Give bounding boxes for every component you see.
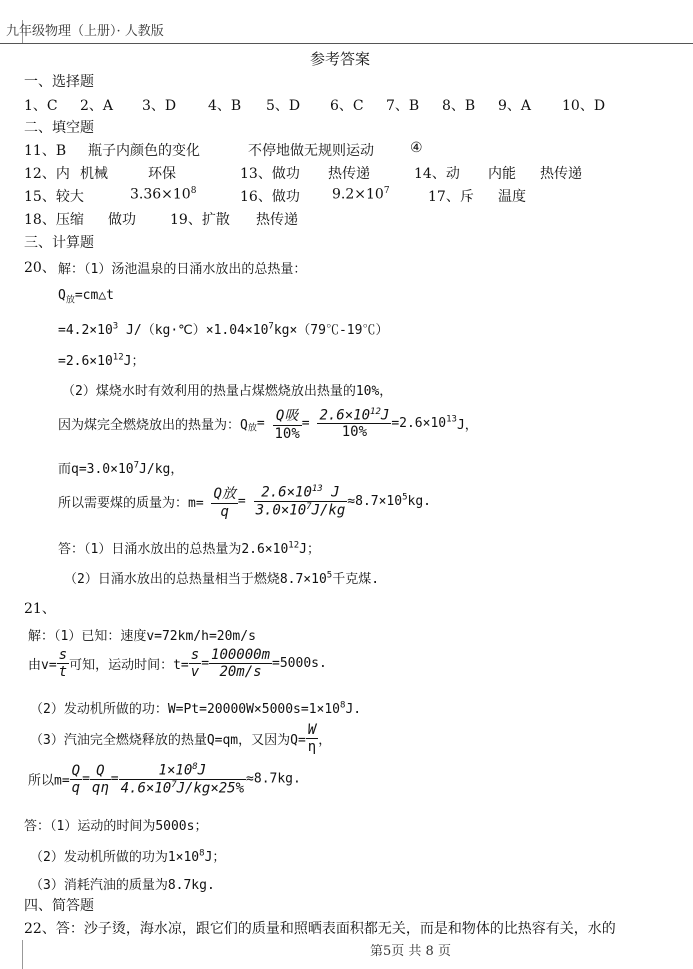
- fill-answer: 16、做功: [240, 189, 300, 205]
- section2-heading: 二、填空题: [24, 120, 94, 136]
- choice-answer: 1、C: [24, 98, 58, 114]
- q20-line: $=4.2\times 10^3$ $J/(kg\cdot℃)\times 1.04\times 10^7kg\times(79℃-19℃)$: [58, 321, 389, 338]
- fill-answer: 温度: [498, 189, 526, 205]
- q20-number: 20、: [24, 260, 56, 276]
- q20-formula: 所以需要煤的质量为：m= $\frac{\text{Q放}}{q}$ = $\frac{2.6\times 10^{13} J}{3.0\times 10^7J/kg}$ $\approx 8.7\times 10^5kg$.: [58, 484, 431, 520]
- fraction: $\frac{\text{Q吸}}{10\%}$: [273, 405, 302, 442]
- choice-answer: 4、B: [208, 98, 242, 114]
- fraction: $\frac{1\times 10^8J}{4.6\times 10^7J/kg\times 25\%}$: [120, 762, 245, 797]
- fraction: $\frac{2.6\times 10^{12}J}{10\%}$: [319, 406, 390, 441]
- fraction: $\frac{s}{v}$: [190, 647, 200, 680]
- choice-answer: 8、B: [442, 98, 476, 114]
- q21-line: （3）消耗汽油的质量为8.7kg.: [30, 878, 215, 893]
- fill-answer: 18、压缩: [24, 212, 84, 228]
- fill-answer: $3.36\times 10^8$: [130, 186, 197, 203]
- q20-line: $=2.6\times 10^{12}J$；: [58, 352, 145, 369]
- q21-formula: 所以m= $\frac{Q}{q}$ = $\frac{Q}{q\eta}$ = $\frac{1\times 10^8J}{4.6\times 10^7J/kg\times 25\%}$ ≈8.7kg.: [28, 762, 301, 797]
- q20-line: （2）日涌水放出的总热量相当于燃烧$8.7\times 10^5$千克煤.: [64, 570, 380, 587]
- q21-line: 答：（1）运动的时间为5000s；: [24, 819, 208, 834]
- q22-answer: 22、答：沙子烫，海水凉，跟它们的质量和照晒表面积都无关，而是和物体的比热容有关，水的: [24, 921, 616, 937]
- q21-line: （2）发动机所做的功为$1\times 10^8J$；: [30, 848, 226, 865]
- fill-answer: 不停地做无规则运动: [248, 143, 374, 159]
- fill-answer: 14、动: [414, 166, 460, 182]
- fill-answer: 11、B: [24, 143, 67, 159]
- fraction: $\frac{Q}{q\eta}$: [91, 762, 109, 796]
- section4-heading: 四、简答题: [24, 898, 94, 914]
- fraction: $\frac{s}{t}$: [58, 647, 68, 680]
- choice-answer: 9、A: [498, 98, 532, 114]
- q20-formula: 因为煤完全燃烧放出的热量为：$Q_放=$ $\frac{\text{Q吸}}{10\%}$ = $\frac{2.6\times 10^{12}J}{10\%}$ $=2.6\times 10^{13}J$，: [58, 406, 478, 442]
- fill-answer: 环保: [148, 166, 176, 182]
- fill-answer: 内能: [488, 166, 516, 182]
- choice-answer: 5、D: [266, 98, 301, 114]
- page-title: 参考答案: [310, 50, 371, 68]
- fraction: $\frac{100000m}{20m/s}$: [211, 647, 271, 680]
- q21-number: 21、: [24, 601, 56, 617]
- q21-formula: 由v= $\frac{s}{t}$ 可知，运动时间：t= $\frac{s}{v}$ = $\frac{100000m}{20m/s}$ =5000s.: [28, 647, 327, 680]
- fill-answer: 做功: [108, 212, 136, 228]
- q20-line: $Q_放=cm\triangle t$: [58, 288, 114, 306]
- q20-line: 答：（1）日涌水放出的总热量为$2.6\times 10^{12}J$；: [58, 540, 320, 557]
- page-footer: 第5页 共 8 页: [370, 944, 451, 959]
- choice-answer: 7、B: [386, 98, 420, 114]
- fill-answer: 13、做功: [240, 166, 300, 182]
- section3-heading: 三、计算题: [24, 235, 94, 251]
- fill-answer: 热传递: [256, 212, 298, 228]
- fraction: $\frac{W}{\eta}$: [307, 722, 317, 755]
- fraction: $\frac{Q}{q}$: [71, 762, 81, 796]
- q20-line: （2）煤烧水时有效利用的热量占煤燃烧放出热量的10%，: [62, 384, 393, 399]
- header-rule: [0, 43, 693, 44]
- q20-line: 解：（1）汤池温泉的日涌水放出的总热量：: [58, 262, 307, 277]
- margin-mark: [22, 940, 23, 969]
- fill-answer: 热传递: [328, 166, 370, 182]
- fill-answer: 机械: [80, 166, 108, 182]
- section1-heading: 一、选择题: [24, 74, 94, 90]
- fill-answer: 热传递: [540, 166, 582, 182]
- q20-line: 而$q=3.0\times 10^7J/kg$，: [58, 460, 184, 477]
- choice-answer: 3、D: [142, 98, 177, 114]
- q21-line: 解：（1）已知：速度v=72km/h=20m/s: [28, 629, 256, 644]
- fill-answer: 15、较大: [24, 189, 84, 205]
- fill-answer: 17、斥: [428, 189, 474, 205]
- fraction: $\frac{\text{Q放}}{q}$: [211, 483, 237, 520]
- fill-answer: 19、扩散: [170, 212, 230, 228]
- fraction: $\frac{2.6\times 10^{13} J}{3.0\times 10^7J/kg}$: [255, 484, 346, 519]
- choice-answer: 10、D: [562, 98, 606, 114]
- q21-formula: （3）汽油完全燃烧释放的热量Q=qm，又因为Q= $\frac{W}{\eta}$ ，: [30, 722, 332, 755]
- fill-answer: 瓶子内颜色的变化: [88, 143, 200, 159]
- fill-answer: 12、内: [24, 166, 70, 182]
- q21-line: （2）发动机所做的功：$W=Pt=20000W\times 5000s=1\times 10^8J$.: [30, 700, 362, 717]
- fill-answer: $9.2\times 10^7$: [332, 186, 390, 203]
- page-header: 九年级物理（上册）· 人教版: [6, 24, 164, 39]
- choice-answer: 6、C: [330, 98, 364, 114]
- fill-answer: ④: [410, 140, 423, 156]
- choice-answer: 2、A: [80, 98, 114, 114]
